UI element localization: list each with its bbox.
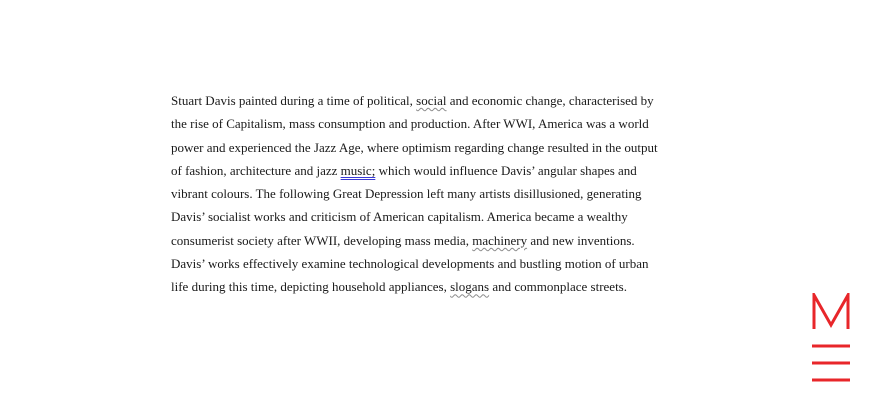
text-run: vibrant colours. The following Great Depression left many artists disillusioned, generating (171, 186, 642, 202)
logo-m-shape (814, 295, 848, 329)
document-line (171, 205, 691, 228)
document-line (171, 275, 691, 298)
spelling-flagged-word[interactable]: slogans (450, 279, 490, 295)
document-body[interactable] (171, 89, 691, 299)
document-line (171, 136, 691, 159)
text-run: power and experienced the Jazz Age, where optimism regarding change resulted in the output (171, 139, 658, 155)
text-run: Davis’ socialist works and criticism of American capitalism. America became a wealthy (171, 209, 628, 225)
m-menu-logo-icon[interactable] (811, 293, 851, 385)
spelling-flagged-word[interactable]: machinery (472, 232, 528, 248)
text-run: consumerist society after WWII, developing mass media, (171, 232, 473, 248)
text-run: and commonplace streets. (489, 279, 627, 295)
text-run: and economic change, characterised by (446, 93, 654, 108)
text-run: and new inventions. (527, 232, 635, 248)
text-run: the rise of Capitalism, mass consumption and production. After WWI, America was a world (171, 116, 649, 132)
document-line (171, 182, 691, 205)
document-line (171, 159, 691, 182)
document-line (171, 229, 691, 252)
text-run: Davis’ works effectively examine technological developments and bustling motion of urban (171, 256, 649, 272)
spelling-flagged-word[interactable]: social (416, 93, 447, 108)
text-run: life during this time, depicting household appliances, (171, 279, 451, 295)
document-line (171, 112, 691, 135)
text-run: of fashion, architecture and jazz (171, 162, 341, 178)
m-menu-logo-svg (811, 293, 851, 385)
grammar-flagged-word[interactable]: music; (340, 162, 376, 178)
text-run: Stuart Davis painted during a time of political, (171, 93, 417, 108)
document-line (171, 89, 691, 112)
text-run: which would influence Davis’ angular shapes and (375, 162, 637, 178)
document-line (171, 252, 691, 275)
